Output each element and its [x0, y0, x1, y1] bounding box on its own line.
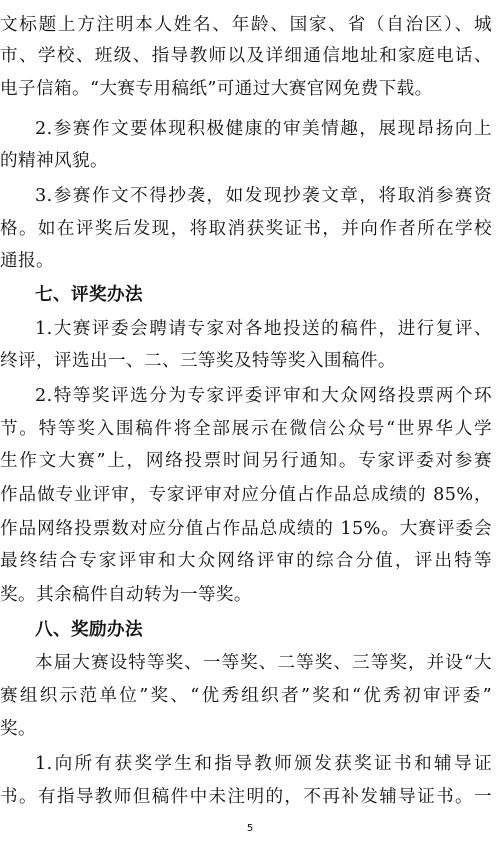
body-line: 书。有指导教师但稿件中未注明的，不再补发辅导证书。一 [0, 787, 492, 807]
body-line: 2.参赛作文要体现积极健康的审美情趣，展现昂扬向上 [35, 119, 492, 139]
body-line: 市、学校、班级、指导教师以及详细通信地址和家庭电话、 [0, 46, 492, 66]
body-line: 赛组织示范单位”奖、“优秀组织者”奖和“优秀初审评委” [0, 686, 492, 706]
body-line: 本届大赛设特等奖、一等奖、二等奖、三等奖，并设“大 [35, 653, 492, 673]
body-line: 格。如在评奖后发现，将取消获奖证书，并向作者所在学校 [0, 219, 492, 239]
body-line: 电子信箱。“大赛专用稿纸”可通过大赛官网免费下载。 [0, 79, 433, 99]
body-line: 通报。 [0, 251, 54, 271]
body-line: 奖。 [0, 719, 36, 739]
body-line: 节。特等奖入围稿件将全部展示在微信公众号“世界华人学 [0, 419, 492, 439]
body-line: 作品网络投票数对应分值占作品总成绩的 15%。大赛评委会 [0, 519, 492, 539]
body-line: 文标题上方注明本人姓名、年龄、国家、省（自治区）、城 [0, 15, 492, 35]
section-heading-8: 八、奖励办法 [35, 620, 143, 640]
body-line: 3.参赛作文不得抄袭，如发现抄袭文章，将取消参赛资 [35, 186, 492, 206]
body-line: 2.特等奖评选分为专家评委评审和大众网络投票两个环 [35, 386, 492, 406]
body-line: 最终结合专家评审和大众网络评审的综合分值，评出特等 [0, 551, 492, 571]
body-line: 终评，评选出一、二、三等奖及特等奖入围稿件。 [0, 351, 396, 371]
body-line: 生作文大赛”上，网络投票时间另行通知。专家评委对参赛 [0, 451, 492, 471]
body-line: 的精神风貌。 [0, 151, 108, 171]
body-line: 奖。其余稿件自动转为一等奖。 [0, 585, 252, 605]
page-number: 5 [246, 823, 254, 834]
body-line: 作品做专业评审，专家评审对应分值占作品总成绩的 85%， [0, 485, 492, 505]
body-line: 1.向所有获奖学生和指导教师颁发获奖证书和辅导证 [35, 754, 492, 774]
section-heading-7: 七、评奖办法 [35, 285, 143, 305]
body-line: 1.大赛评委会聘请专家对各地投送的稿件，进行复评、 [35, 319, 492, 339]
